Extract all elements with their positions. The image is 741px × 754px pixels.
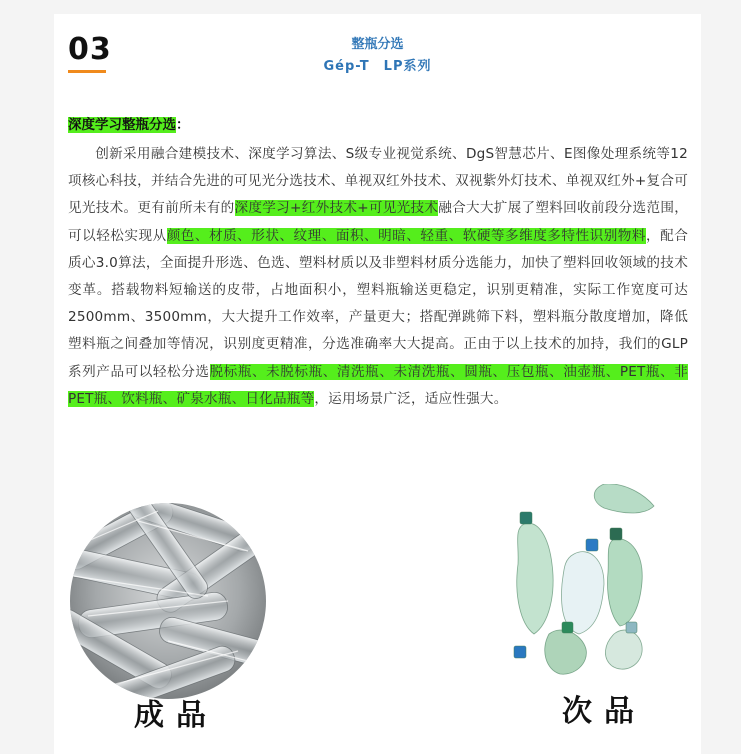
- section-number: 03: [68, 32, 112, 67]
- finished-caption: 成品: [134, 698, 218, 733]
- paragraph-heading: [68, 114, 190, 136]
- defective-caption: 次品: [562, 694, 646, 729]
- section-subtitle: Gép-T LP系列: [323, 59, 432, 74]
- heading-colon: ：: [176, 117, 190, 133]
- paragraph-text-3: ，配合质心3.0算法，全面提升形选、色选、塑料材质以及非塑料材质分选能力，加快了塑料回收领域的技术变革。搭载物料短输送的皮带，占地面积小，塑料瓶输送更稳定，识别更精准，实际工作宽度可达2500mm、3500mm，大大提升工作效率，产量更大；搭配弹跳筛下料，塑料瓶分散度增加，降低塑料瓶之间叠加等情况，识别度更精准，分选准确率大大提高。正由于以上技术的加持，我们的GLP系列产品可以轻松分选: [68, 227, 688, 380]
- section-title-block: [54, 34, 701, 78]
- finished-bottles-image: [68, 501, 268, 701]
- section-title: 整瓶分选: [351, 37, 404, 52]
- body-paragraph: [68, 141, 688, 413]
- paragraph-text-2: 融合大大扩展了塑料回收前段分选范围，可以轻松实现从: [68, 200, 688, 244]
- highlight-technologies: 深度学习+红外技术+可见光技术: [234, 200, 439, 217]
- heading-highlight: 深度学习整瓶分选: [68, 117, 176, 133]
- paragraph-text-4: ，运用场景广泛，适应性强大。: [314, 390, 508, 407]
- highlight-bottle-types: 脱标瓶、未脱标瓶、清洗瓶、未清洗瓶、圆瓶、压包瓶、油壶瓶、PET瓶、非PET瓶、饮料瓶、矿泉水瓶、日化品瓶等: [68, 363, 689, 407]
- paragraph-text-1: 创新采用融合建模技术、深度学习算法、S级专业视觉系统、DgS智慧芯片、E图像处理系统等12项核心科技，并结合先进的可见光分选技术、单视双红外技术、双视紫外灯技术、单视双红外+复合可见光技术。更有前所未有的: [68, 146, 688, 217]
- article-card: [54, 14, 701, 754]
- highlight-features: 颜色、材质、形状、纹理、面积、明暗、轻重、软硬等多维度多特性识别物料: [166, 227, 646, 244]
- defective-bottles-image: [494, 484, 674, 684]
